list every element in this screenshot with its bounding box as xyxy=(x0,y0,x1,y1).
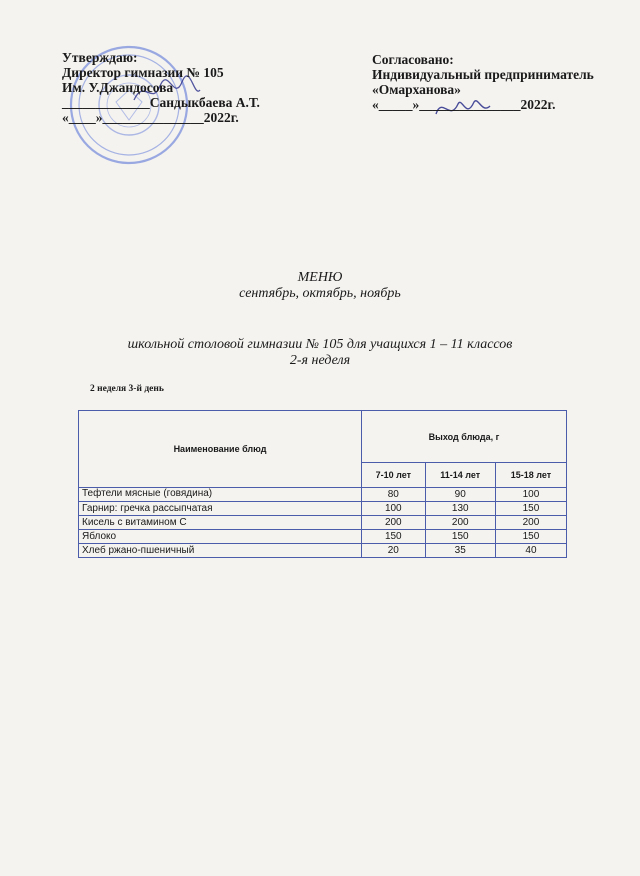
portion-value: 150 xyxy=(495,502,566,516)
portion-value: 40 xyxy=(495,544,566,558)
portion-value: 200 xyxy=(362,516,426,530)
output-header: Выход блюда, г xyxy=(362,411,567,463)
portion-value: 100 xyxy=(362,502,426,516)
portion-value: 150 xyxy=(362,530,426,544)
age-group-header: 11-14 лет xyxy=(425,463,495,488)
agree-line: «Омарханова» xyxy=(372,82,461,97)
dish-name: Гарнир: гречка рассыпчатая xyxy=(79,502,362,516)
day-label: 2 неделя 3-й день xyxy=(90,384,164,394)
approve-line: Утверждаю: xyxy=(62,50,138,65)
dish-name: Кисель с витамином С xyxy=(79,516,362,530)
table-row xyxy=(79,516,567,530)
menu-table xyxy=(78,410,567,558)
agreement-block xyxy=(372,52,594,112)
approve-line: _____________Сандыкбаева А.Т. xyxy=(62,95,260,110)
dish-name-header: Наименование блюд xyxy=(79,411,362,488)
age-group-header: 7-10 лет xyxy=(362,463,426,488)
age-group-header: 15-18 лет xyxy=(495,463,566,488)
portion-value: 150 xyxy=(425,530,495,544)
approve-line: Директор гимназии № 105 xyxy=(62,65,224,80)
portion-value: 20 xyxy=(362,544,426,558)
menu-months: сентябрь, октябрь, ноябрь xyxy=(239,286,401,301)
table-row xyxy=(79,530,567,544)
portion-value: 80 xyxy=(362,488,426,502)
table-row xyxy=(79,488,567,502)
portion-value: 130 xyxy=(425,502,495,516)
portion-value: 35 xyxy=(425,544,495,558)
portion-value: 90 xyxy=(425,488,495,502)
agree-line: «_____»_______________2022г. xyxy=(372,97,556,112)
dish-name: Яблоко xyxy=(79,530,362,544)
portion-value: 100 xyxy=(495,488,566,502)
portion-value: 200 xyxy=(425,516,495,530)
agree-line: Согласовано: xyxy=(372,52,454,67)
menu-subtitle: школьной столовой гимназии № 105 для учащихся 1 – 11 классов xyxy=(127,337,513,352)
agree-line: Индивидуальный предприниматель xyxy=(372,67,594,82)
approve-line: «____»_______________2022г. xyxy=(62,110,239,125)
table-row xyxy=(79,544,567,558)
approve-line: Им. У.Джандосова xyxy=(62,80,174,95)
dish-name: Тефтели мясные (говядина) xyxy=(79,488,362,502)
dish-name: Хлеб ржано-пшеничный xyxy=(79,544,362,558)
table-row xyxy=(79,502,567,516)
portion-value: 150 xyxy=(495,530,566,544)
approval-block xyxy=(62,50,260,125)
portion-value: 200 xyxy=(495,516,566,530)
week-label: 2-я неделя xyxy=(289,353,351,368)
menu-title: МЕНЮ xyxy=(297,270,343,285)
